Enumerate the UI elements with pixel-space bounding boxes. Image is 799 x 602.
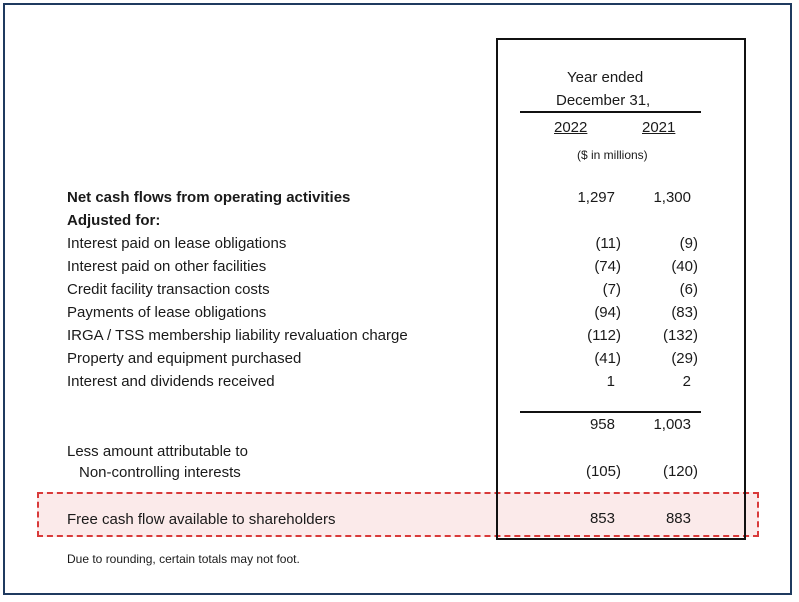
row-label: Interest paid on other facilities [67, 258, 267, 275]
fcf-2021: 883 [665, 510, 691, 527]
row-label: Net cash flows from operating activities [67, 189, 351, 206]
fcf-label: Free cash flow available to shareholders [67, 511, 336, 528]
row-value-2021: (83) [671, 304, 698, 321]
less-line2: Non-controlling interests [79, 464, 241, 481]
row-label: Adjusted for: [67, 212, 161, 229]
row-value-2022: (11) [595, 235, 621, 252]
units-label: ($ in millions) [577, 148, 648, 162]
header-line2: December 31, [556, 92, 651, 109]
row-value-2022: (94) [594, 304, 621, 321]
year-2022: 2022 [554, 119, 588, 136]
row-value-2022: 1,297 [577, 189, 615, 206]
fcf-2022: 853 [589, 510, 615, 527]
row-value-2022: (7) [602, 281, 621, 298]
less-2021: (120) [662, 463, 698, 480]
row-label: Payments of lease obligations [67, 304, 267, 321]
subtotal-rule [520, 411, 701, 413]
less-2022: (105) [585, 463, 621, 480]
header-rule [520, 111, 701, 113]
row-label: Property and equipment purchased [67, 350, 302, 367]
row-label: Credit facility transaction costs [67, 281, 270, 298]
row-value-2022: (74) [594, 258, 621, 275]
row-value-2021: (9) [679, 235, 698, 252]
row-label: Interest and dividends received [67, 373, 275, 390]
subtotal-2021: 1,003 [653, 416, 691, 433]
year-columns-box [496, 38, 746, 540]
header-line1: Year ended [567, 69, 644, 86]
less-line1: Less amount attributable to [67, 443, 248, 460]
row-value-2022: 1 [606, 373, 615, 390]
subtotal-2022: 958 [589, 416, 615, 433]
row-value-2021: 2 [682, 373, 691, 390]
year-2021: 2021 [642, 119, 676, 136]
row-value-2022: (41) [594, 350, 621, 367]
row-label: IRGA / TSS membership liability revaluation charge [67, 327, 408, 344]
row-value-2022: (112) [587, 327, 621, 344]
row-value-2021: (6) [679, 281, 698, 298]
row-value-2021: (40) [671, 258, 698, 275]
row-value-2021: (29) [671, 350, 698, 367]
footnote: Due to rounding, certain totals may not foot. [67, 552, 300, 566]
row-label: Interest paid on lease obligations [67, 235, 287, 252]
row-value-2021: (132) [662, 327, 698, 344]
row-value-2021: 1,300 [653, 189, 691, 206]
